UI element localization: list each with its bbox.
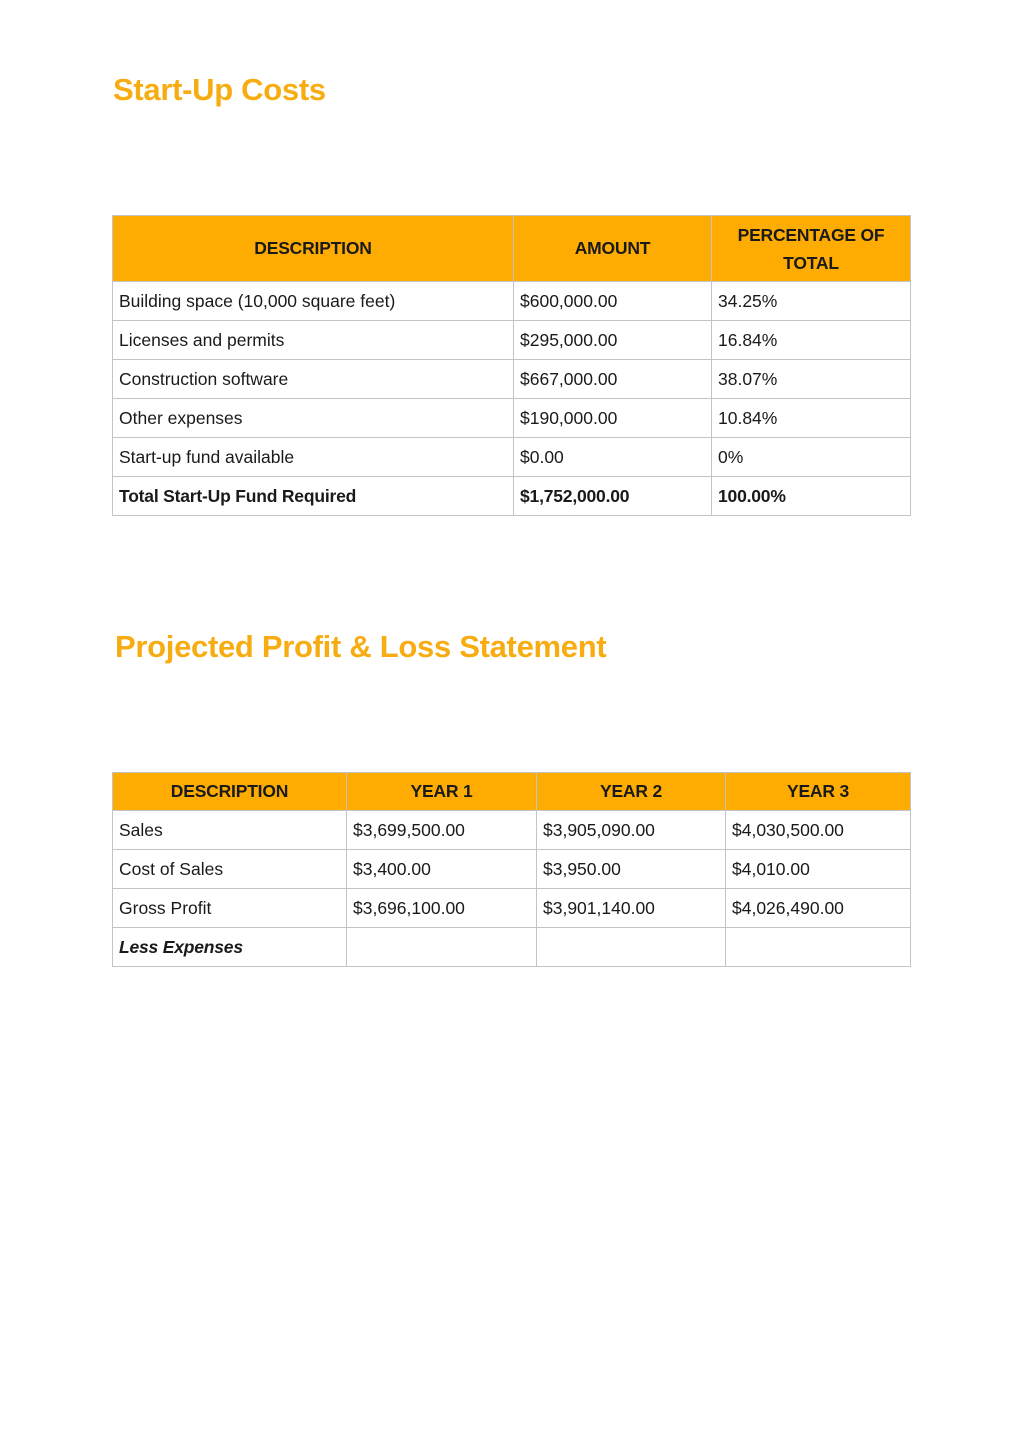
column-header-description: DESCRIPTION — [113, 216, 514, 282]
cell-amount: $295,000.00 — [514, 321, 712, 360]
cell-year-3: $4,030,500.00 — [726, 811, 911, 850]
cell-description: Licenses and permits — [113, 321, 514, 360]
cell-description: Total Start-Up Fund Required — [113, 477, 514, 516]
table-header-row — [113, 773, 911, 811]
table-row — [113, 850, 911, 889]
cell-percentage: 38.07% — [712, 360, 911, 399]
cell-year-2: $3,901,140.00 — [537, 889, 726, 928]
cell-year-2 — [537, 928, 726, 967]
column-header-year-1: YEAR 1 — [347, 773, 537, 811]
table-row — [113, 811, 911, 850]
table-row — [113, 438, 911, 477]
startup-costs-table — [112, 215, 911, 516]
cell-description: Cost of Sales — [113, 850, 347, 889]
startup-costs-title: Start-Up Costs — [113, 72, 326, 107]
cell-year-2: $3,905,090.00 — [537, 811, 726, 850]
cell-amount: $0.00 — [514, 438, 712, 477]
cell-year-3 — [726, 928, 911, 967]
cell-description: Construction software — [113, 360, 514, 399]
cell-amount: $600,000.00 — [514, 282, 712, 321]
column-header-year-2: YEAR 2 — [537, 773, 726, 811]
cell-year-3: $4,010.00 — [726, 850, 911, 889]
column-header-year-3: YEAR 3 — [726, 773, 911, 811]
table-header-row — [113, 216, 911, 282]
cell-description: Other expenses — [113, 399, 514, 438]
cell-description: Building space (10,000 square feet) — [113, 282, 514, 321]
cell-description: Less Expenses — [113, 928, 347, 967]
cell-percentage: 16.84% — [712, 321, 911, 360]
column-header-percentage: PERCENTAGE OF TOTAL — [712, 216, 911, 282]
cell-amount: $190,000.00 — [514, 399, 712, 438]
table-row — [113, 360, 911, 399]
column-header-amount: AMOUNT — [514, 216, 712, 282]
cell-year-1: $3,699,500.00 — [347, 811, 537, 850]
table-row — [113, 928, 911, 967]
cell-description: Start-up fund available — [113, 438, 514, 477]
column-header-description: DESCRIPTION — [113, 773, 347, 811]
cell-year-2: $3,950.00 — [537, 850, 726, 889]
profit-loss-title: Projected Profit & Loss Statement — [115, 629, 607, 664]
cell-percentage: 34.25% — [712, 282, 911, 321]
cell-amount: $1,752,000.00 — [514, 477, 712, 516]
cell-year-3: $4,026,490.00 — [726, 889, 911, 928]
table-row — [113, 889, 911, 928]
table-row — [113, 399, 911, 438]
profit-loss-table — [112, 772, 911, 967]
cell-percentage: 0% — [712, 438, 911, 477]
cell-percentage: 10.84% — [712, 399, 911, 438]
cell-amount: $667,000.00 — [514, 360, 712, 399]
cell-description: Sales — [113, 811, 347, 850]
cell-year-1: $3,400.00 — [347, 850, 537, 889]
cell-year-1: $3,696,100.00 — [347, 889, 537, 928]
cell-year-1 — [347, 928, 537, 967]
table-row — [113, 282, 911, 321]
table-row — [113, 321, 911, 360]
cell-percentage: 100.00% — [712, 477, 911, 516]
cell-description: Gross Profit — [113, 889, 347, 928]
table-total-row — [113, 477, 911, 516]
